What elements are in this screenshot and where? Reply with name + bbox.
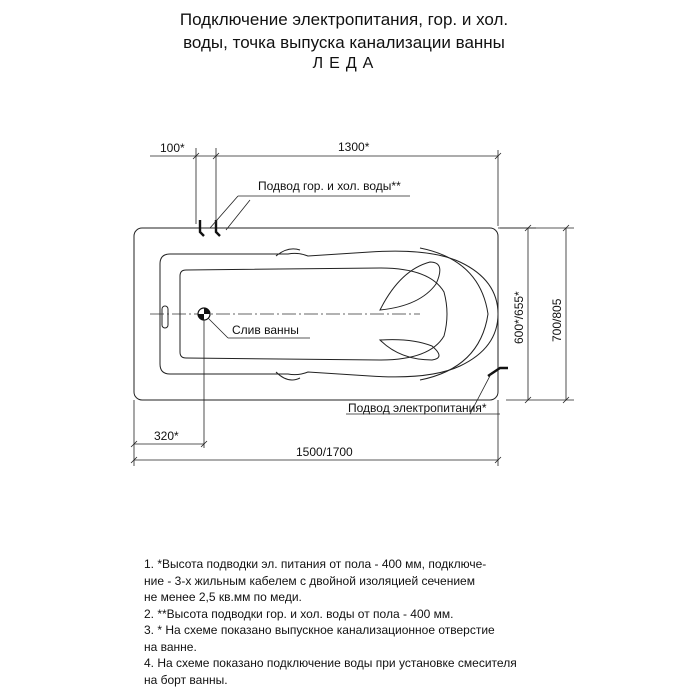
note-line: на борт ванны. bbox=[144, 672, 228, 687]
title-line-2: воды, точка выпуска канализации ванны bbox=[183, 33, 505, 52]
note-line: 4. На схеме показано подключение воды при установке смесителя bbox=[144, 656, 517, 670]
water-supply-label: Подвод гор. и хол. воды** bbox=[258, 179, 401, 193]
water-supply-leader-2 bbox=[226, 200, 250, 230]
note-line: на ванне. bbox=[144, 639, 197, 654]
title-line-1: Подключение электропитания, гор. и хол. bbox=[179, 10, 509, 29]
title-model-name: ЛЕДА bbox=[312, 55, 380, 72]
power-supply-label: Подвод электропитания* bbox=[348, 401, 487, 415]
notes-list bbox=[144, 556, 584, 688]
drain-leader-line bbox=[208, 318, 228, 338]
tub-handle-top bbox=[276, 249, 300, 256]
dim-label-320: 320* bbox=[154, 429, 179, 443]
note-line: 2. **Высота подводки гор. и хол. воды от пола - 400 мм. bbox=[144, 606, 454, 621]
water-supply-leader-1 bbox=[210, 196, 238, 228]
drain-label: Слив ванны bbox=[232, 323, 299, 337]
tub-handle-bottom bbox=[276, 372, 300, 380]
note-line: не менее 2,5 кв.мм по меди. bbox=[144, 590, 302, 604]
dim-label-1300: 1300* bbox=[338, 140, 370, 154]
tub-armrest-upper bbox=[380, 262, 440, 310]
dim-label-700-805: 700/805 bbox=[550, 298, 564, 342]
dim-label-100: 100* bbox=[160, 141, 185, 155]
note-line: 3. * На схеме показано выпускное канализационное отверстие bbox=[144, 623, 495, 637]
dim-label-600-655: 600*/655* bbox=[512, 291, 526, 344]
note-line: 1. *Высота подводки эл. питания от пола - 400 мм, подключе- bbox=[144, 557, 487, 571]
note-line: ние - 3-х жильным кабелем с двойной изоляцией сечением bbox=[144, 573, 475, 588]
tub-overflow bbox=[162, 306, 168, 328]
dim-label-1500-1700: 1500/1700 bbox=[296, 445, 353, 459]
